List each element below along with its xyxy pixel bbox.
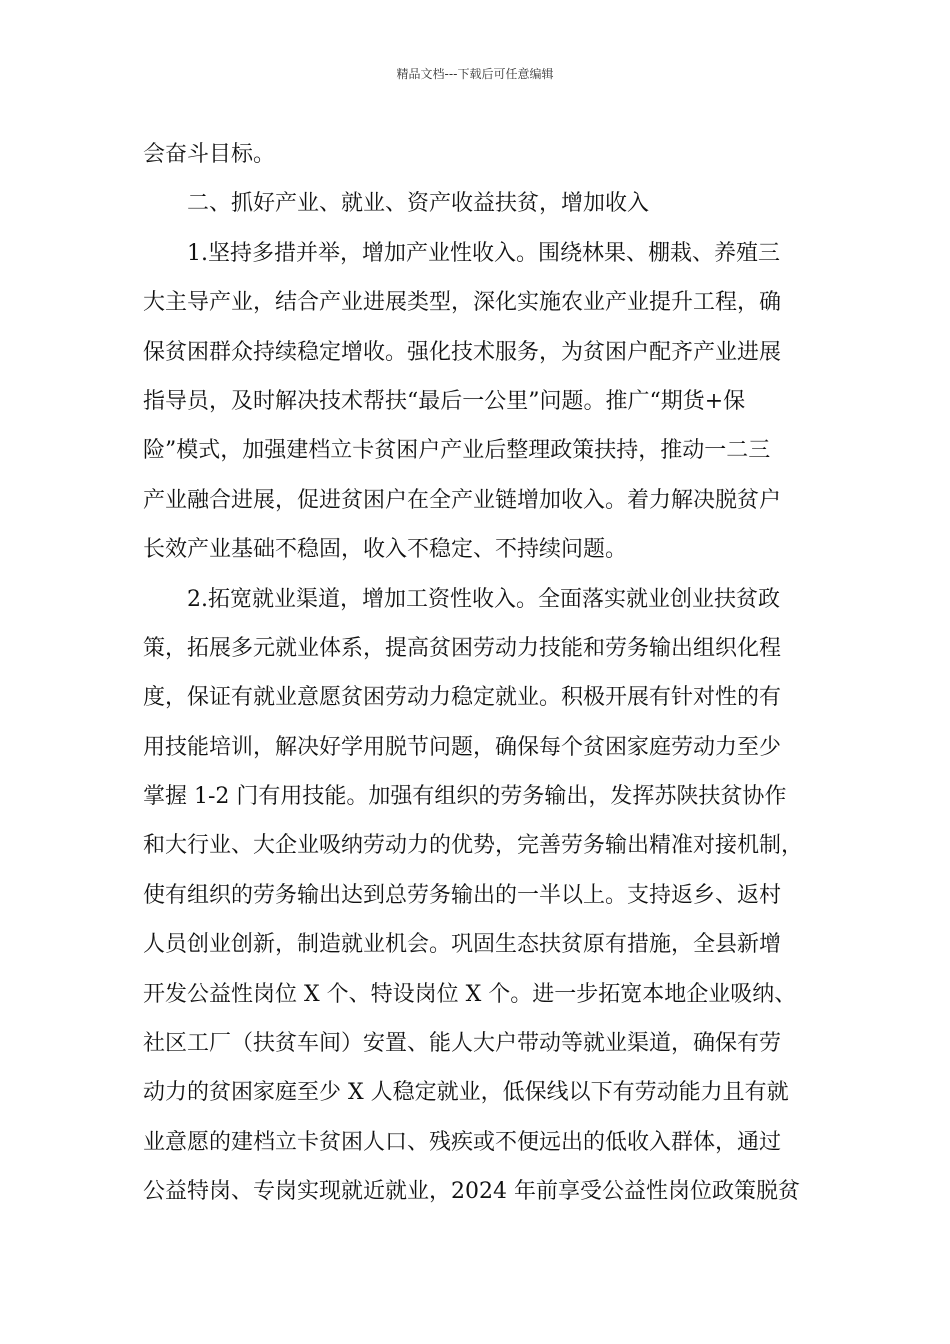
paragraph-line: 2.拓宽就业渠道，增加工资性收入。全面落实就业创业扶贫政 bbox=[187, 586, 780, 612]
paragraph-line: 长效产业基础不稳固，收入不稳定、不持续问题。 bbox=[143, 537, 628, 563]
paragraph-line: 公益特岗、专岗实现就近就业，2024 年前享受公益性岗位政策脱贫 bbox=[143, 1179, 800, 1205]
paragraph-line: 会奋斗目标。 bbox=[143, 142, 276, 167]
paragraph-line: 用技能培训，解决好学用脱节问题，确保每个贫困家庭劳动力至少 bbox=[143, 734, 782, 760]
paragraph-line: 和大行业、大企业吸纳劳动力的优势，完善劳务输出精准对接机制， bbox=[143, 833, 804, 859]
page-header: 精品文档---下载后可任意编辑 bbox=[396, 67, 554, 81]
paragraph-line: 保贫困群众持续稳定增收。强化技术服务，为贫困户配齐产业进展 bbox=[143, 339, 782, 365]
paragraph-line: 掌握 1-2 门有用技能。加强有组织的劳务输出，发挥苏陕扶贫协作 bbox=[143, 784, 787, 810]
paragraph-line: 大主导产业，结合产业进展类型，深化实施农业产业提升工程，确 bbox=[143, 290, 782, 316]
paragraph-line: 使有组织的劳务输出达到总劳务输出的一半以上。支持返乡、返村 bbox=[143, 882, 782, 908]
paragraph-line: 策，拓展多元就业体系，提高贫困劳动力技能和劳务输出组织化程 bbox=[143, 635, 782, 661]
paragraph-line: 人员创业创新，制造就业机会。巩固生态扶贫原有措施，全县新增 bbox=[143, 932, 782, 958]
paragraph-line: 度，保证有就业意愿贫困劳动力稳定就业。积极开展有针对性的有 bbox=[143, 685, 782, 711]
paragraph-line: 险”模式，加强建档立卡贫困户产业后整理政策扶持，推动一二三 bbox=[143, 438, 771, 464]
section-heading: 二、抓好产业、就业、资产收益扶贫，增加收入 bbox=[187, 191, 650, 217]
paragraph-line: 社区工厂（扶贫车间）安置、能人大户带动等就业渠道，确保有劳 bbox=[143, 1031, 782, 1057]
paragraph-line: 1.坚持多措并举，增加产业性收入。围绕林果、棚栽、养殖三 bbox=[187, 240, 780, 266]
paragraph-line: 开发公益性岗位 X 个、特设岗位 X 个。进一步拓宽本地企业吸纳、 bbox=[143, 981, 797, 1007]
paragraph-line: 指导员，及时解决技术帮扶“最后一公里”问题。推广“期货+保 bbox=[143, 388, 746, 414]
paragraph-line: 动力的贫困家庭至少 X 人稳定就业，低保线以下有劳动能力且有就 bbox=[143, 1080, 789, 1106]
document-body bbox=[143, 130, 823, 1217]
paragraph-line: 产业融合进展，促进贫困户在全产业链增加收入。着力解决脱贫户 bbox=[143, 487, 782, 513]
paragraph-line: 业意愿的建档立卡贫困人口、残疾或不便远出的低收入群体，通过 bbox=[143, 1129, 782, 1155]
